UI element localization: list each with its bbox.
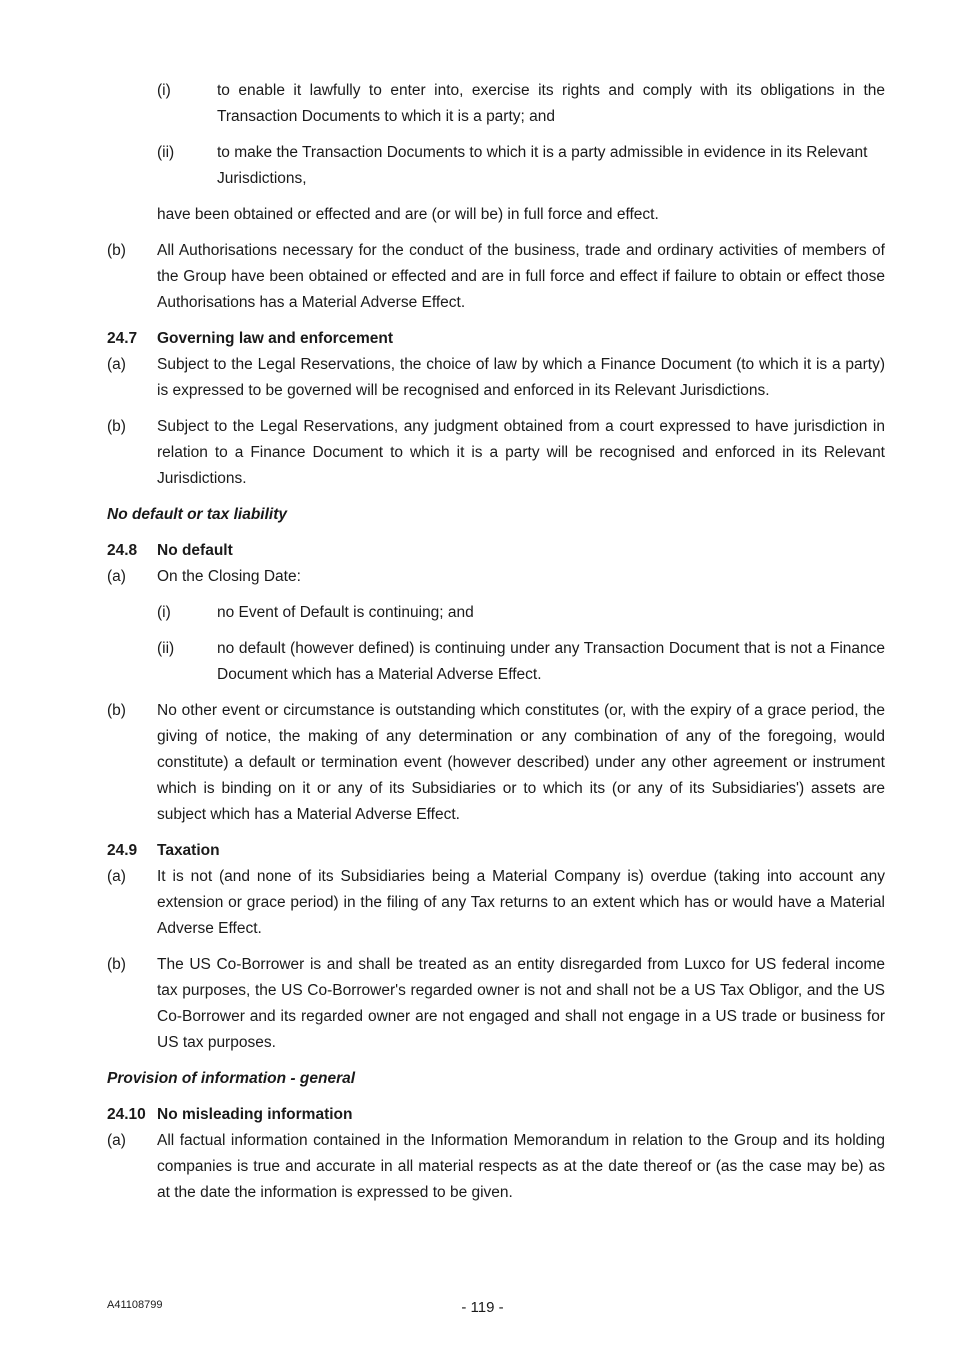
clause-number: 24.7 xyxy=(107,330,138,347)
paragraph: All Authorisations necessary for the conduct of the business, trade and ordinary activities of members of the Group have been obtained or effected and are in full force and effect if failure to obtain or effect those Authorisations has a Material Adverse Effect. xyxy=(157,242,885,311)
clause-number: 24.9 xyxy=(107,842,138,859)
paragraph: All factual information contained in the Information Memorandum in relation to the Group and its holding companies is true and accurate in all material respects as at the date thereof or (as the case may be) as at the date the information is expressed to be given. xyxy=(157,1132,885,1201)
section-heading: Provision of information - general xyxy=(107,1070,356,1087)
clause-title: No default xyxy=(157,542,233,559)
paragraph: no default (however defined) is continuing under any Transaction Document that is not a Finance Document which has a Material Adverse Effect. xyxy=(217,640,885,683)
paragraph: to enable it lawfully to enter into, exercise its rights and comply with its obligations in the Transaction Documents to which it is a party; and xyxy=(217,82,885,125)
clause-title: Taxation xyxy=(157,842,220,859)
list-number: (a) xyxy=(107,568,126,585)
list-number: (a) xyxy=(107,868,126,885)
list-number: (b) xyxy=(107,418,126,435)
paragraph: to make the Transaction Documents to which it is a party admissible in evidence in its Relevant Jurisdictions, xyxy=(217,144,868,187)
clause-number: 24.10 xyxy=(107,1106,146,1123)
document-reference: A41108799 xyxy=(107,1299,163,1311)
list-number: (b) xyxy=(107,702,126,719)
page-number: - 119 - xyxy=(461,1299,504,1316)
list-number: (ii) xyxy=(157,144,175,161)
paragraph: no Event of Default is continuing; and xyxy=(217,604,474,621)
section-heading: No default or tax liability xyxy=(107,506,287,523)
list-number: (b) xyxy=(107,956,126,973)
paragraph: No other event or circumstance is outstanding which constitutes (or, with the expiry of a grace period, the giving of notice, the making of any determination or any combination of any of the foregoing, would constitute) a default or termination event (however described) under any other agreement or instrument which is binding on it or any of its Subsidiaries or to which its (or any of its Subsidiaries') assets are subject which has a Material Adverse Effect. xyxy=(157,702,885,823)
clause-title: Governing law and enforcement xyxy=(157,330,393,347)
paragraph: have been obtained or effected and are (or will be) in full force and effect. xyxy=(157,206,659,223)
paragraph: It is not (and none of its Subsidiaries being a Material Company is) overdue (taking into account any extension or grace period) in the filing of any Tax returns to an extent which has or would have a Material Adverse Effect. xyxy=(157,868,885,937)
list-number: (b) xyxy=(107,242,126,259)
list-number: (ii) xyxy=(157,640,175,657)
list-number: (a) xyxy=(107,1132,126,1149)
paragraph: Subject to the Legal Reservations, any judgment obtained from a court expressed to have jurisdiction in relation to a Finance Document to which it is a party will be recognised and enforced in its Relevant Jurisdictions. xyxy=(157,418,885,487)
list-number: (a) xyxy=(107,356,126,373)
paragraph: The US Co-Borrower is and shall be treated as an entity disregarded from Luxco for US federal income tax purposes, the US Co-Borrower's regarded owner is not and shall not be a US Tax Obligor, and the US Co-Borrower and its regarded owner are not engaged and shall not engage in a US trade or business for US tax purposes. xyxy=(157,956,885,1051)
paragraph: Subject to the Legal Reservations, the choice of law by which a Finance Document (to which it is a party) is expressed to be governed will be recognised and enforced in its Relevant Jurisdictions. xyxy=(157,356,885,399)
clause-title: No misleading information xyxy=(157,1106,353,1123)
list-number: (i) xyxy=(157,604,171,621)
list-number: (i) xyxy=(157,82,171,99)
clause-number: 24.8 xyxy=(107,542,138,559)
paragraph: On the Closing Date: xyxy=(157,568,301,585)
